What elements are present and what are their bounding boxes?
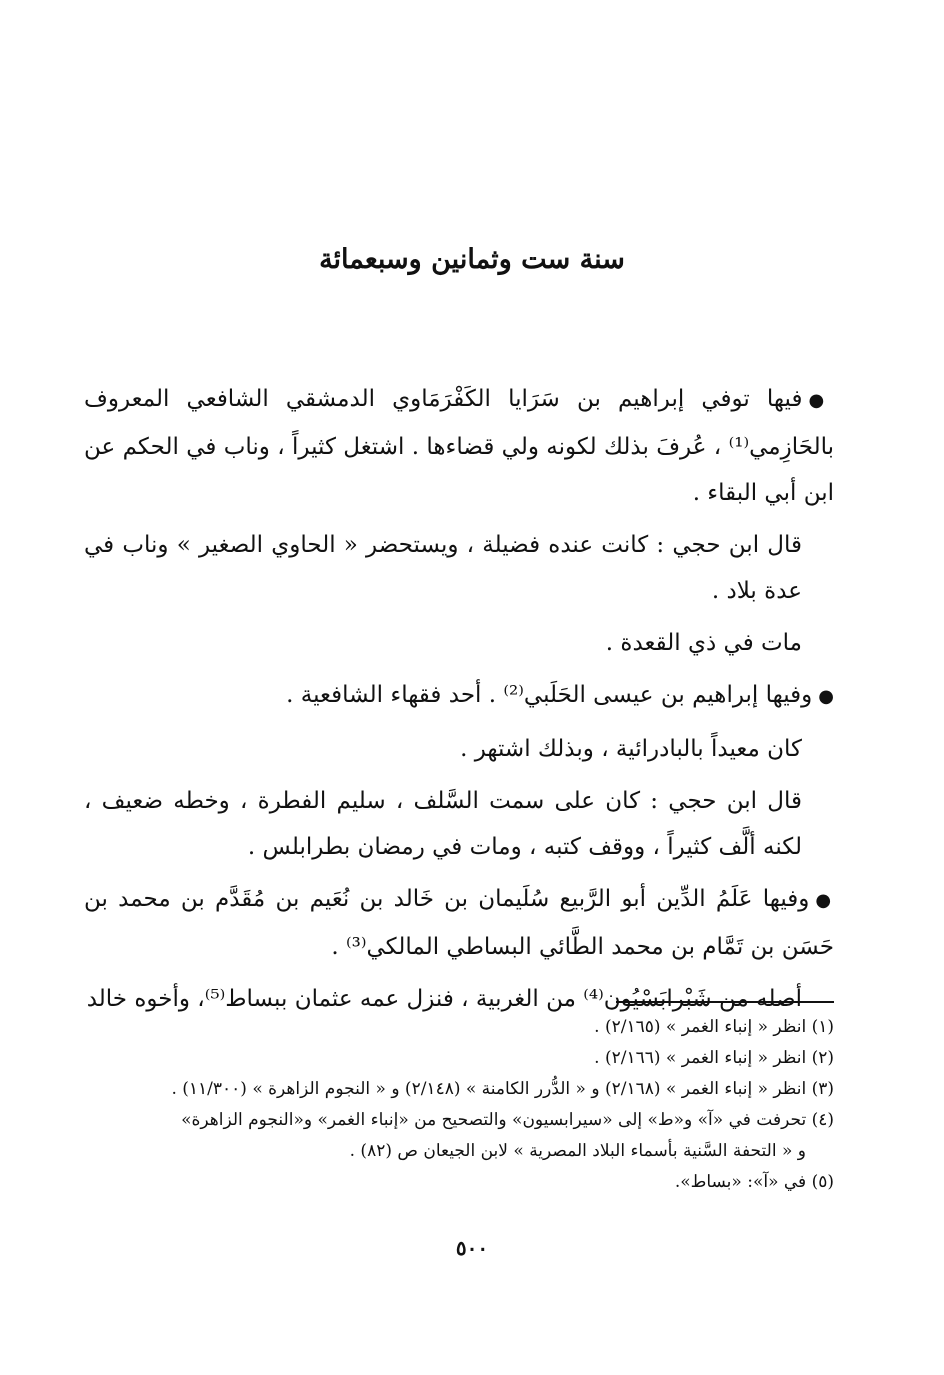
paragraph-text: مات في ذي القعدة . [605,630,802,656]
bullet-icon: ● [808,390,834,411]
main-text [84,376,834,1028]
paragraph-text: قال ابن حجي : كانت عنده فضيلة ، ويستحضر « الحاوي الصغير » وناب في عدة بلاد . [84,532,802,604]
page-number: ٥٠٠ [455,1236,489,1260]
paragraph [84,726,834,772]
footnote: (١) انظر « إنباء الغمر » (٢/١٦٥) . [594,1017,834,1037]
paragraph [84,778,834,870]
paragraph-text: وفيها إبراهيم بن عيسى الحَلَبي⁽²⁾ . أحد فقهاء الشافعية . [286,682,813,708]
paragraph-text: وفيها عَلَمُ الدِّين أبو الرَّبيع سُلَيمان بن خَالد بن نُعَيم بن مُقَدَّم بن محمد بن حَسَن بن تَمَّام بن محمد الطَّائي البساطي المالكي⁽³⁾ . [84,886,834,960]
bullet-icon: ● [818,686,834,707]
bullet-icon: ● [815,890,834,911]
chapter-title: سنة ست وثمانين وسبعمائة [319,244,625,275]
paragraph-text: كان معيداً بالبادرائية ، وبذلك اشتهر . [460,736,802,762]
paragraph [84,672,834,720]
footnotes [84,1012,834,1198]
paragraph-text: قال ابن حجي : كان على سمت السَّلف ، سليم الفطرة ، وخطه ضعيف ، لكنه ألَّف كثيراً ، ووقف كتبه ، ومات في رمضان بطرابلس . [84,788,802,860]
paragraph-text: أصله من شَبْرابَسْيُون⁽⁴⁾ من الغربية ، فنزل عمه عثمان ببساط⁽⁵⁾، وأخوه خالد [86,986,802,1012]
footnote: (٥) في «آ»: «بساط». [674,1172,834,1192]
paragraph [84,876,834,970]
footnote: (٣) انظر « إنباء الغمر » (٢/١٦٨) و « الدُّرر الكامنة » (٢/١٤٨) و « النجوم الزاهرة » (١١/٣٠٠) . [171,1079,834,1099]
footnote: (٢) انظر « إنباء الغمر » (٢/١٦٦) . [594,1048,834,1068]
footnote: و « التحفة السَّنية بأسماء البلاد المصرية » لابن الجيعان ص (٨٢) . [349,1141,806,1161]
footnote: (٤) تحرفت في «آ» و«ط» إلى «سيرابسيون» والتصحيح من «إنباء الغمر» و«النجوم الزاهرة» [181,1110,834,1130]
footnote-separator [616,1001,834,1003]
paragraph-text: فيها توفي إبراهيم بن سَرَايا الكَفْرَمَاوي الدمشقي الشافعي المعروف بالحَازِمي⁽¹⁾ ، عُرفَ بذلك لكونه ولي قضاءها . اشتغل كثيراً ، وناب في الحكم عن ابن أبي البقاء . [84,386,834,506]
paragraph [84,620,834,666]
paragraph [84,376,834,516]
paragraph [84,522,834,614]
